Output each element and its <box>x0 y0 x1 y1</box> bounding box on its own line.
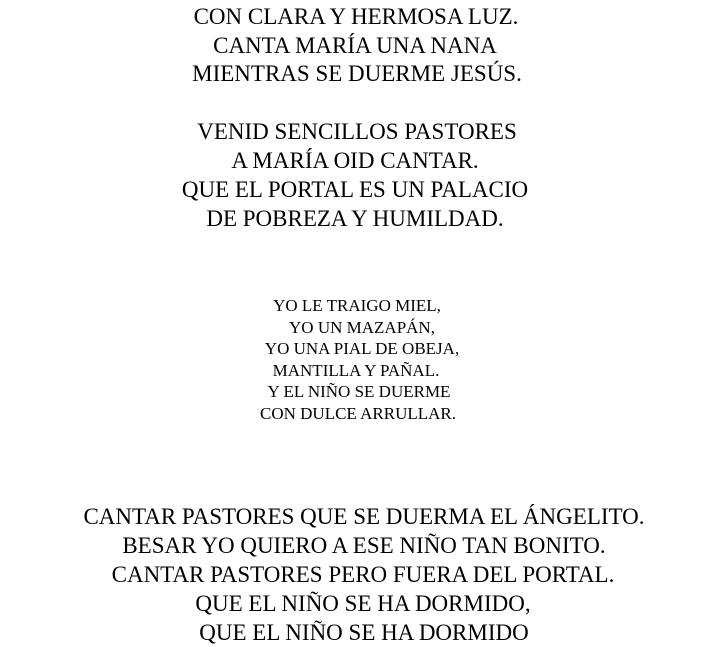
lyric-line: CANTAR PASTORES PERO FUERA DEL PORTAL. <box>111 562 615 587</box>
lyric-line: CON CLARA Y HERMOSA LUZ. <box>193 4 519 29</box>
lyric-line: CANTAR PASTORES QUE SE DUERMA EL ÁNGELITO. <box>83 504 645 529</box>
lyric-line: DE POBREZA Y HUMILDAD. <box>206 206 504 231</box>
lyric-line: YO UN MAZAPÁN, <box>289 317 435 337</box>
lyric-line: QUE EL NIÑO SE HA DORMIDO, <box>195 591 531 616</box>
stanza-1 <box>0 3 720 89</box>
lyric-line: A MARÍA OID CANTAR. <box>231 148 479 173</box>
lyric-line: CANTA MARÍA UNA NANA <box>213 32 497 58</box>
lyric-line: YO LE TRAIGO MIEL, <box>273 296 441 315</box>
lyric-line: YO UNA PIAL DE OBEJA, <box>264 339 460 358</box>
lyric-line: CON DULCE ARRULLAR. <box>260 403 456 423</box>
lyric-line: Y EL NIÑO SE DUERME <box>267 382 451 401</box>
lyric-line: MANTILLA Y PAÑAL. <box>272 360 440 380</box>
lyric-line: MIENTRAS SE DUERME JESÚS. <box>192 61 522 86</box>
lyric-line: QUE EL NIÑO SE HA DORMIDO <box>199 620 529 645</box>
stanza-2 <box>0 117 720 233</box>
lyric-line: VENID SENCILLOS PASTORES <box>197 119 517 144</box>
stanza-4 <box>0 502 720 647</box>
stanza-3 <box>0 295 720 424</box>
lyric-line: BESAR YO QUIERO A ESE NIÑO TAN BONITO. <box>122 533 606 558</box>
lyric-line: QUE EL PORTAL ES UN PALACIO <box>181 177 529 202</box>
